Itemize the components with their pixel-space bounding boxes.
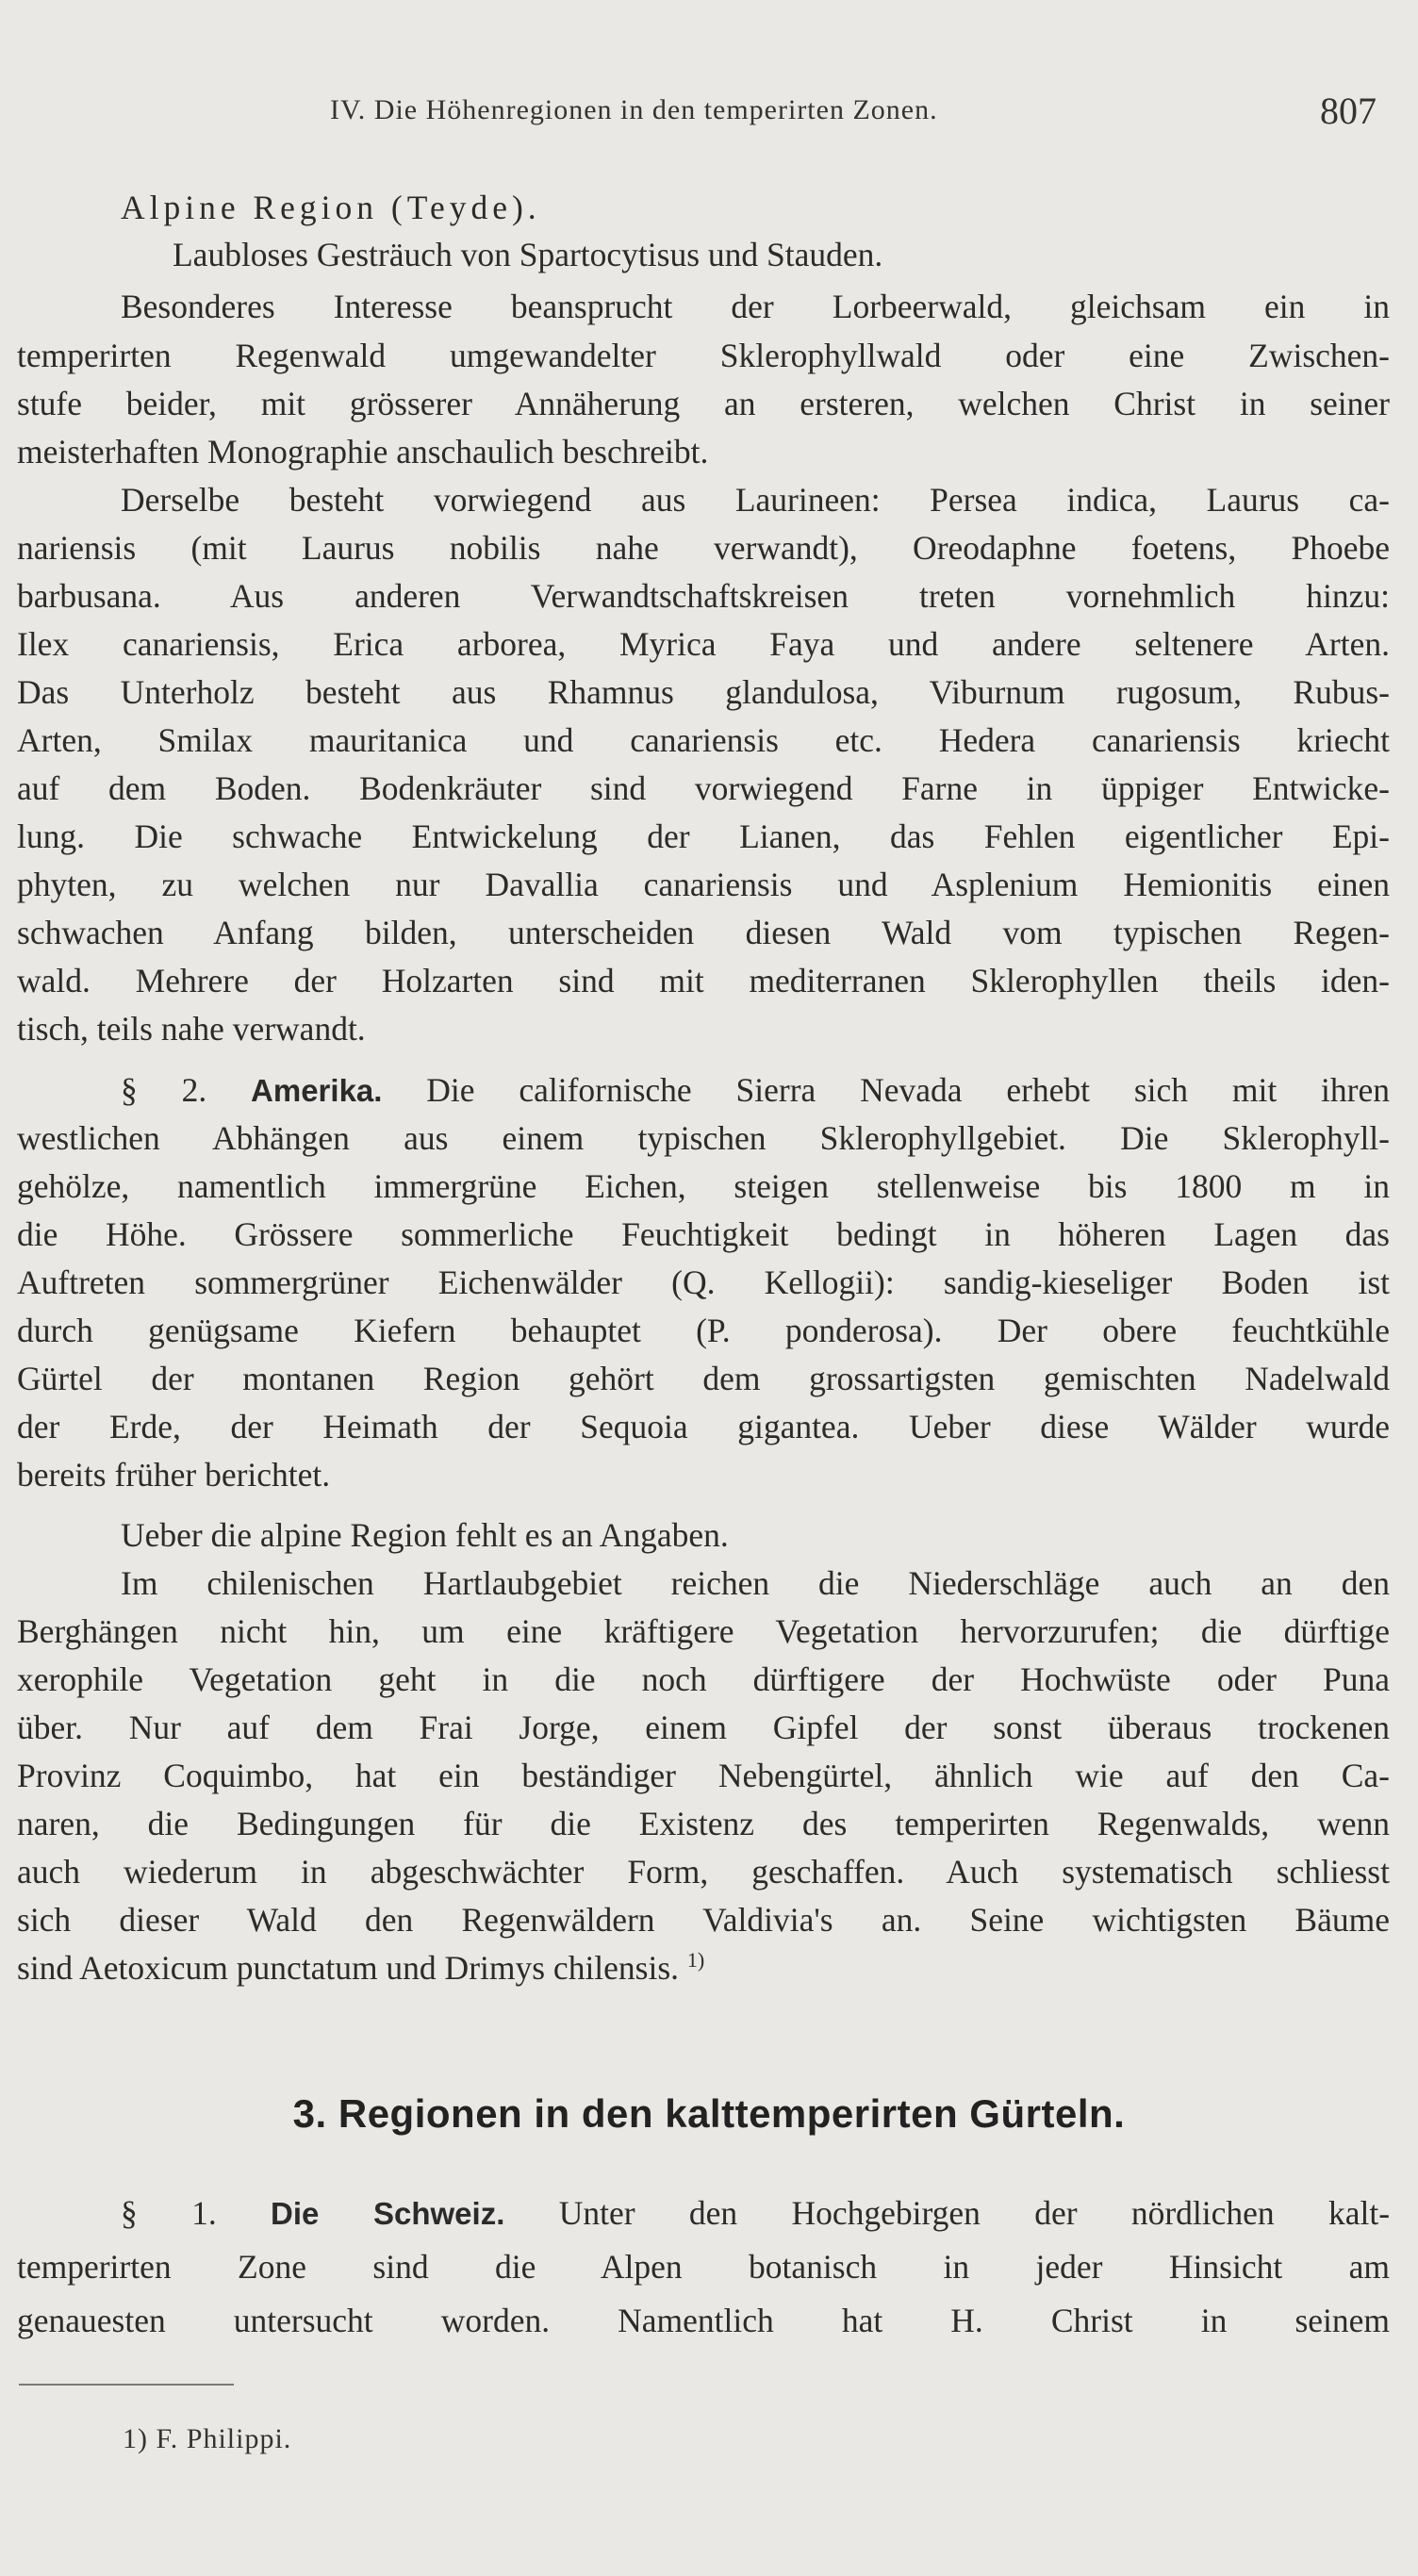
text-line [121, 286, 1390, 327]
line-text: Provinz Coquimbo, hat ein beständiger Nebengürtel, ähnlich wie auf den Ca- [17, 1757, 1390, 1794]
text-line [17, 671, 1390, 713]
text-line [17, 1707, 1390, 1748]
text-line [17, 1610, 1390, 1652]
line-text: wald. Mehrere der Holzarten sind mit mediterranen Sklerophyllen theils iden- [17, 962, 1390, 999]
line-text: die Höhe. Grössere sommerliche Feuchtigkeit bedingt in höheren Lagen das [17, 1215, 1390, 1253]
text-line [17, 1406, 1390, 1447]
footnote-reference: 1) [686, 1948, 705, 1973]
line-text: Arten, Smilax mauritanica und canariensis etc. Hedera canariensis kriecht [17, 721, 1390, 759]
line-text: sind Aetoxicum punctatum und Drimys chilensis. [17, 1949, 680, 1987]
footnote-text: F. Philippi. [156, 2423, 292, 2454]
line-text: Im chilenischen Hartlaubgebiet reichen die Niederschläge auch an den [121, 1564, 1390, 1602]
line-text: gehölze, namentlich immergrüne Eichen, steigen stellenweise bis 1800 m in [17, 1167, 1390, 1205]
text-line [17, 383, 1390, 424]
line-text: stufe beider, mit grösserer Annäherung an ersteren, welchen Christ in seiner [17, 385, 1390, 422]
text-line [17, 864, 1390, 905]
line-text: Unter den Hochgebirgen der nördlichen kalt- [558, 2194, 1391, 2232]
text-line [17, 1803, 1390, 1844]
footnote-mark: 1) [123, 2423, 148, 2454]
text-line [17, 768, 1390, 809]
text-line [17, 719, 1390, 761]
line-text: Alpine Region (Teyde). [121, 189, 541, 226]
text-line [17, 1755, 1390, 1796]
text-line [17, 1008, 1390, 1049]
line-text: naren, die Bedingungen für die Existenz des temperirten Regenwalds, wenn [17, 1805, 1390, 1842]
text-line [17, 1659, 1390, 1700]
text-line [17, 1851, 1390, 1892]
text-line [121, 1069, 1390, 1112]
line-text: tisch, teils nahe verwandt. [17, 1010, 366, 1048]
line-text: durch genügsame Kiefern behauptet (P. ponderosa). Der obere feuchtkühle [17, 1312, 1390, 1349]
text-line [17, 335, 1390, 376]
text-line [173, 234, 1390, 275]
text-line [121, 2192, 1390, 2235]
line-text: auf dem Boden. Bodenkräuter sind vorwiegend Farne in üppiger Entwicke- [17, 769, 1390, 807]
text-line [121, 1514, 1390, 1556]
line-text: phyten, zu welchen nur Davallia canariensis und Asplenium Hemionitis einen [17, 866, 1390, 903]
line-text: temperirten Zone sind die Alpen botanisch in jeder Hinsicht am [17, 2248, 1390, 2286]
text-line [17, 2300, 1390, 2341]
text-line [17, 1310, 1390, 1351]
line-text: Laubloses Gesträuch von Spartocytisus und Stauden. [173, 236, 883, 273]
line-text: meisterhaften Monographie anschaulich beschreibt. [17, 433, 709, 471]
section-mark: § 2. [121, 1071, 207, 1109]
line-text: Gürtel der montanen Region gehört dem grossartigsten gemischten Nadelwald [17, 1360, 1390, 1397]
line-text: xerophile Vegetation geht in die noch dürftigere der Hochwüste oder Puna [17, 1660, 1390, 1698]
text-line [17, 575, 1390, 617]
line-text: temperirten Regenwald umgewandelter Sklerophyllwald oder eine Zwischen- [17, 337, 1390, 374]
text-line [17, 623, 1390, 665]
line-text: lung. Die schwache Entwickelung der Lianen, das Fehlen eigentlicher Epi- [17, 817, 1390, 855]
line-text: über. Nur auf dem Frai Jorge, einem Gipfel der sonst überaus trockenen [17, 1709, 1390, 1746]
text-line [17, 912, 1390, 953]
section-mark: § 1. [121, 2194, 217, 2232]
line-text: Ilex canariensis, Erica arborea, Myrica Faya und andere seltenere Arten. [17, 625, 1390, 663]
text-line [17, 1214, 1390, 1255]
line-text: westlichen Abhängen aus einem typischen Sklerophyllgebiet. Die Sklerophyll- [17, 1119, 1390, 1157]
footnote-rule [19, 2384, 234, 2386]
line-text: Das Unterholz besteht aus Rhamnus glandulosa, Viburnum rugosum, Rubus- [17, 673, 1390, 711]
line-text: Die californische Sierra Nevada erhebt sich mit ihren [426, 1071, 1390, 1109]
line-text: Derselbe besteht vorwiegend aus Laurineen: Persea indica, Laurus ca- [121, 481, 1390, 519]
line-text: Berghängen nicht hin, um eine kräftigere Vegetation hervorzurufen; die dürftige [17, 1612, 1390, 1650]
text-line [17, 431, 1390, 472]
text-line [121, 187, 1390, 228]
line-text: barbusana. Aus anderen Verwandtschaftskreisen treten vornehmlich hinzu: [17, 577, 1390, 615]
text-line [17, 527, 1390, 569]
section-label: Amerika. [251, 1073, 383, 1108]
line-text: bereits früher berichtet. [17, 1456, 331, 1494]
running-title: IV. Die Höhenregionen in den temperirten Zonen. [330, 94, 938, 125]
text-line [17, 1899, 1390, 1940]
line-text: auch wiederum in abgeschwächter Form, geschaffen. Auch systematisch schliesst [17, 1853, 1390, 1891]
text-line [17, 1117, 1390, 1159]
page-number: 807 [1320, 90, 1377, 132]
line-text: sich dieser Wald den Regenwäldern Valdivia's an. Seine wichtigsten Bäume [17, 1901, 1390, 1939]
text-line [17, 1454, 1390, 1495]
text-line [121, 1562, 1390, 1604]
section-label: Die Schweiz. [271, 2196, 505, 2231]
text-line [17, 816, 1390, 857]
text-line [17, 1947, 1390, 1989]
line-text: Besonderes Interesse beansprucht der Lorbeerwald, gleichsam ein in [121, 288, 1390, 325]
text-line [17, 1165, 1390, 1207]
text-line [17, 1262, 1390, 1303]
footnote [123, 2423, 291, 2455]
section-heading: 3. Regionen in den kalttemperirten Gürteln. [292, 2091, 1126, 2136]
line-text: Ueber die alpine Region fehlt es an Angaben. [121, 1516, 729, 1554]
text-line [121, 479, 1390, 520]
text-line [17, 2246, 1390, 2287]
text-line [17, 1358, 1390, 1399]
line-text: Auftreten sommergrüner Eichenwälder (Q. Kellogii): sandig-kieseliger Boden ist [17, 1263, 1390, 1301]
line-text: genauesten untersucht worden. Namentlich hat H. Christ in seinem [17, 2302, 1390, 2339]
line-text: der Erde, der Heimath der Sequoia gigantea. Ueber diese Wälder wurde [17, 1408, 1390, 1445]
line-text: schwachen Anfang bilden, unterscheiden diesen Wald vom typischen Regen- [17, 914, 1390, 951]
line-text: nariensis (mit Laurus nobilis nahe verwandt), Oreodaphne foetens, Phoebe [17, 529, 1390, 567]
text-line [17, 960, 1390, 1001]
